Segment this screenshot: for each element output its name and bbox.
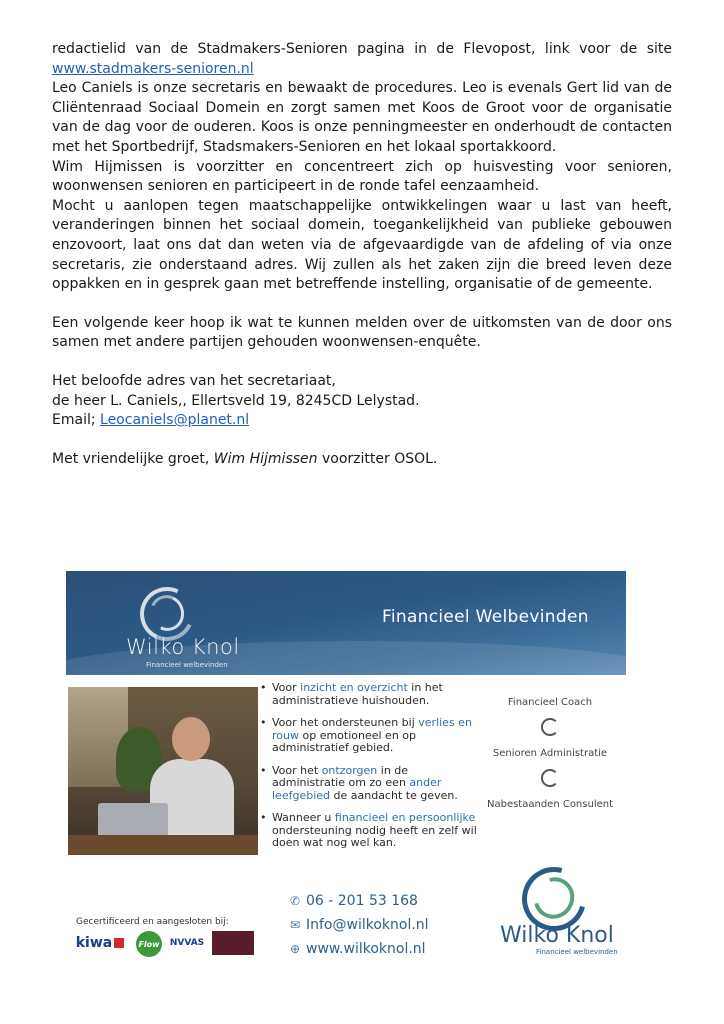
email-line: Email; Leocaniels@planet.nl	[52, 412, 250, 429]
contact-info	[290, 889, 429, 961]
certification-logos	[74, 931, 254, 957]
closing-line: Met vriendelijke groet, Wim Hijmissen voorzitter OSOL.	[52, 450, 438, 467]
association-logo	[212, 931, 254, 955]
bullet-item: • Voor het ontzorgen in de administratie om zo een ander leefgebied de aandacht te geven.	[258, 765, 478, 803]
kiwa-logo: kiwa	[74, 931, 126, 955]
bullet-item: • Voor het ondersteunen bij verlies en rouw op emotioneel en op administratief gebied.	[258, 717, 478, 755]
brand-subtitle: Financieel welbevinden	[536, 948, 618, 956]
services-list	[480, 697, 620, 818]
bullet-item: • Voor inzicht en overzicht in het administratieve huishouden.	[258, 682, 478, 707]
advertisement	[66, 571, 626, 963]
ad-header-title: Financieel Welbevinden	[382, 607, 589, 627]
paragraph-4: Mocht u aanlopen tegen maatschappelijke ontwikkelingen waar u last van heeft, veranderingen binnen het sociaal domein, toegankelijkheid van publieke gebouwen enzovoort, laat ons dat dan weten via de afgevaardigde van de afdeling of via onze secretaris, zie onderstaand adres. Wij zullen als het zaken zijn die breed leven deze oppakken en in gesprek gaan met betreffende instelling, organisatie of de gemeente.	[52, 197, 672, 293]
laptop-icon	[98, 803, 168, 839]
flow-logo: Flow	[136, 931, 162, 957]
logo-name: Wilko Knol	[126, 635, 240, 659]
paragraph-3: Wim Hijmissen is voorzitter en concentreert zich op huisvesting voor senioren, woonwensen senioren en participeert in de ronde tafel eenzaamheid.	[52, 158, 672, 195]
web-line: ⊕ www.wilkoknol.nl	[290, 937, 429, 961]
portrait-photo	[68, 687, 258, 855]
service-senior-admin: Senioren Administratie	[492, 748, 608, 759]
service-bereavement: Nabestaanden Consulent	[486, 799, 614, 810]
brand-name: Wilko Knol	[500, 923, 614, 948]
address-line: de heer L. Caniels,, Ellertsveld 19, 8245CD Lelystad.	[52, 392, 420, 409]
paragraph-2: Leo Caniels is onze secretaris en bewaakt de procedures. Leo is evenals Gert lid van de Cliëntenraad Sociaal Domein en zorgt samen met Koos de Groot voor de organisatie van de dag voor de ouderen. Koos is onze penningmeester en onderhoudt de contacten met het Sportbedrijf, Stadsmakers-Senioren en het lokaal sportakkoord.	[52, 80, 672, 155]
paragraph-5: Een volgende keer hoop ik wat te kunnen melden over de uitkomsten van de door ons samen met andere partijen gehouden woonwensen-enquête.	[52, 314, 672, 351]
bullet-item: • Wanneer u financieel en persoonlijke ondersteuning nodig heeft en zelf wil doen wat nog wel kan.	[258, 812, 478, 850]
address-intro: Het beloofde adres van het secretariaat,	[52, 372, 336, 389]
nvvas-logo: NVVAS	[169, 938, 205, 948]
article-body	[52, 40, 672, 469]
logo-subtitle: Financieel welbevinden	[146, 661, 228, 669]
service-bullets	[258, 682, 478, 860]
stadmakers-link[interactable]: www.stadmakers-senioren.nl	[52, 60, 254, 77]
ring-icon	[541, 718, 559, 736]
mail-icon: ✉	[290, 918, 301, 932]
globe-icon: ⊕	[290, 942, 301, 956]
email-link[interactable]: Leocaniels@planet.nl	[100, 412, 250, 429]
ring-icon	[541, 769, 559, 787]
paragraph-1: redactielid van de Stadmakers-Senioren pagina in de Flevopost, link voor de site www.stadmakers-senioren.nl	[52, 41, 672, 77]
ad-header	[66, 571, 626, 675]
certification-label: Gecertificeerd en aangesloten bij:	[76, 917, 229, 927]
phone-line: ✆ 06 - 201 53 168	[290, 889, 429, 913]
service-financial-coach: Financieel Coach	[507, 697, 593, 708]
email-line-ad: ✉ Info@wilkoknol.nl	[290, 913, 429, 937]
phone-icon: ✆	[290, 894, 301, 908]
